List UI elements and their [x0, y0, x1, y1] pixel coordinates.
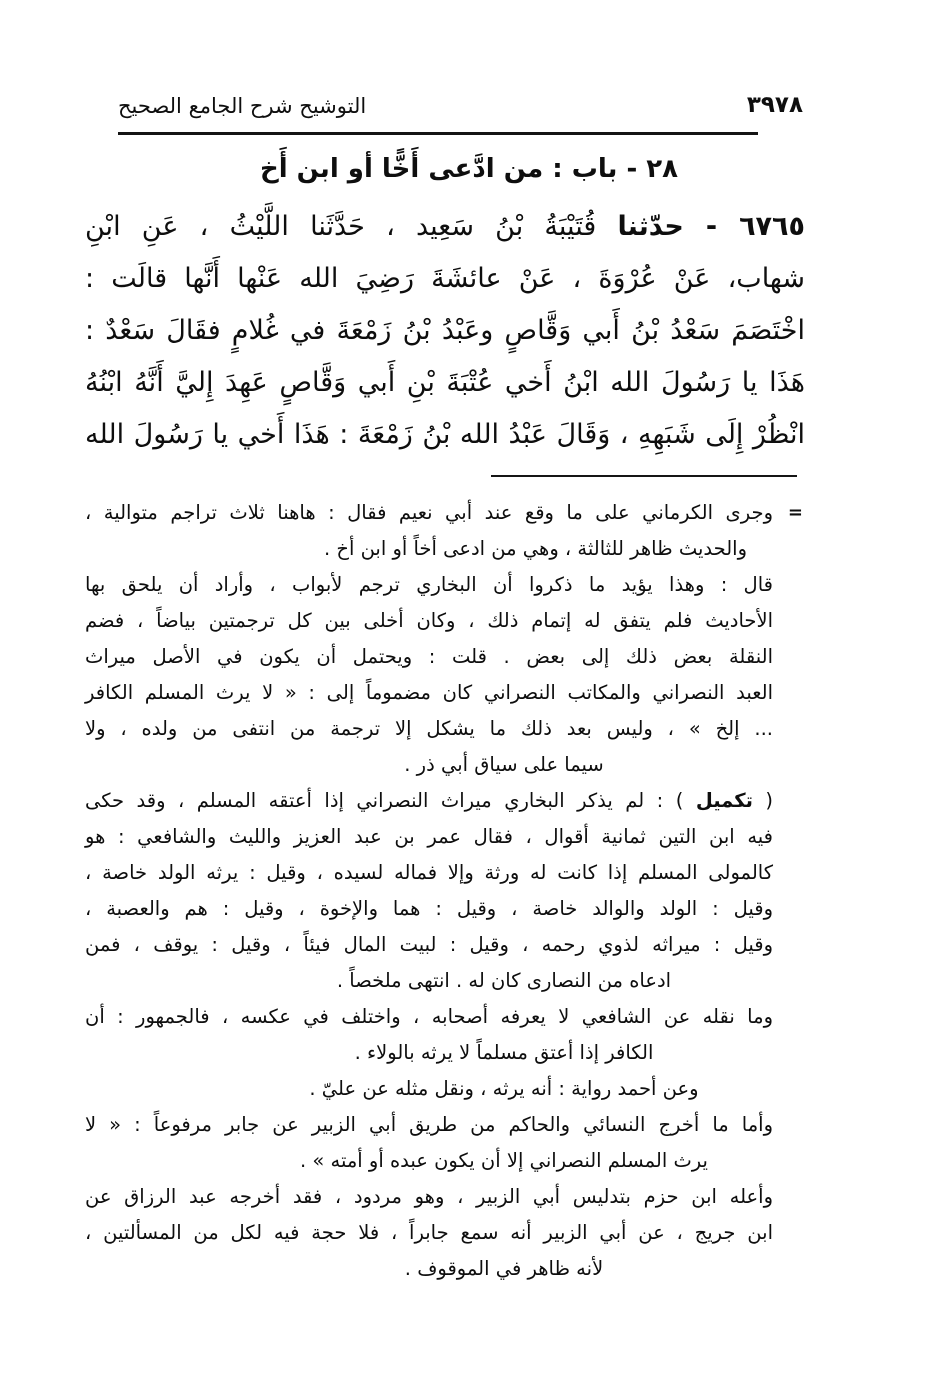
- footnote-separator-rule: [491, 475, 797, 477]
- footnote-line: سيما على سياق أبي ذر .: [404, 753, 604, 776]
- footnote-block: [85, 495, 805, 1287]
- footnote-line: وقيل : الولد والوالد خاصة ، وقيل : هما والإخوة ، وقيل : هم والعصبة ،: [85, 897, 773, 920]
- footnote-line: وما نقله عن الشافعي لا يعرفه أصحابه ، واختلف في عكسه ، فالجمهور : أن: [85, 1005, 773, 1028]
- hadith-line-5: انْظُرْ إِلَى شَبَهِهِ ، وَقَالَ عَبْدُ الله بْنُ زَمْعَةَ : هَذَا أَخي يا رَسُولَ الله: [85, 419, 805, 450]
- footnote-line: فيه ابن التين ثمانية أقوال ، فقال عمر بن عبد العزيز والليث والشافعي : هو: [85, 825, 773, 848]
- hadith-line-4: هَذَا يا رَسُولَ الله ابْنُ أَخي عُتْبَةَ بْنِ أَبي وَقَّاصٍ عَهِدَ إِليَّ أَنَّهُ ابْنُهُ: [85, 367, 805, 398]
- footnote-line: وأما ما أخرج النسائي والحاكم من طريق أبي الزبير عن جابر مرفوعاً : « لا: [85, 1113, 773, 1136]
- footnote-line: ابن جريج ، عن أبي الزبير أنه سمع جابراً ، فلا حجة فيه لكل من المسألتين ،: [85, 1221, 773, 1244]
- footnote-line: النقلة بعض ذلك إلى بعض . قلت : ويحتمل أن يكون في الأصل ميراث: [85, 645, 773, 668]
- book-title: التوشيح شرح الجامع الصحيح: [118, 94, 367, 118]
- footnote-line: ... إلخ » ، وليس بعد ذلك ما يشكل إلا ترجمة من انتفى من ولده ، ولا: [85, 717, 773, 740]
- takmil-paren-open: (: [752, 789, 773, 812]
- header-rule: [118, 132, 758, 135]
- hadith-line-3: اخْتَصَمَ سَعْدُ بْنُ أَبي وَقَّاصٍ وعَبْدُ بْنُ زَمْعَةَ في غُلامٍ فقَالَ سَعْدٌ :: [85, 315, 805, 346]
- hadith-line-1: [85, 201, 805, 253]
- chapter-heading: ٢٨ - باب : من ادَّعى أَخًّا أو ابن أَخ: [259, 154, 679, 184]
- footnote-line: يرث المسلم النصراني إلا أن يكون عبده أو أمته » .: [299, 1149, 708, 1172]
- footnote-line: وأعله ابن حزم بتدليس أبي الزبير ، وهو مردود ، فقد أخرجه عبد الرزاق عن: [85, 1185, 773, 1208]
- hadith-line-1-text: قُتَيْبَةُ بْنُ سَعِيد ، حَدَّثَنا اللَّيْثُ ، عَنِ ابْنِ: [85, 211, 618, 242]
- footnote-line: [85, 495, 803, 531]
- footnote-line: لأنه ظاهر في الموقوف .: [404, 1257, 604, 1280]
- footnote-line-takmil: [85, 783, 773, 819]
- footnote-continuation-marker: =: [787, 502, 803, 523]
- running-header: [85, 90, 805, 118]
- takmil-rest: ) : لم يذكر البخاري ميراث النصراني إذا أعتقه المسلم ، وقد حكى: [85, 789, 696, 812]
- footnote-line: العبد النصراني والمكاتب النصراني كان مضموماً إلى : « لا يرث المسلم الكافر: [85, 681, 773, 704]
- hadith-text: [85, 201, 805, 461]
- footnote-line: قال : وهذا يؤيد ما ذكروا أن البخاري ترجم لأبواب ، وأراد أن يلحق بها: [85, 573, 773, 596]
- page-number: ٣٩٧٨: [746, 92, 803, 118]
- footnote-line: الأحاديث فلم يتفق له إتمام ذلك ، وكان أخلى بين كل ترجمتين بياضاً ، فضم: [85, 609, 773, 632]
- footnote-line-text: وجرى الكرماني على ما وقع عند أبي نعيم فقال : هاهنا ثلاث تراجم متوالية ،: [85, 501, 773, 524]
- footnote-line: الكافر إذا أعتق مسلماً لا يرثه بالولاء .: [354, 1041, 654, 1064]
- footnote-line: ادعاه من النصارى كان له . انتهى ملخصاً .: [336, 969, 672, 992]
- footnote-line: والحديث ظاهر للثالثة ، وهي من ادعى أخاً أو ابن أخ .: [323, 537, 747, 560]
- footnote-line: كالمولى المسلم إذا كانت له ورثة وإلا فماله لسيده ، وقيل : يرثه الولد خاصة ،: [85, 861, 773, 884]
- hadith-line-2: شهاب، عَنْ عُرْوَةَ ، عَنْ عائشَةَ رَضِيَ الله عَنْها أَنَّها قالَت :: [85, 263, 805, 294]
- hadith-number: ٦٧٦٥ - حدّثنا: [617, 211, 805, 242]
- footnote-line: وقيل : ميراثه لذوي رحمه ، وقيل : لبيت المال فيئاً ، وقيل : يوقف ، فمن: [85, 933, 773, 956]
- footnote-line: وعن أحمد رواية : أنه يرثه ، ونقل مثله عن عليّ .: [309, 1077, 699, 1100]
- takmil-word: تكميل: [695, 789, 753, 812]
